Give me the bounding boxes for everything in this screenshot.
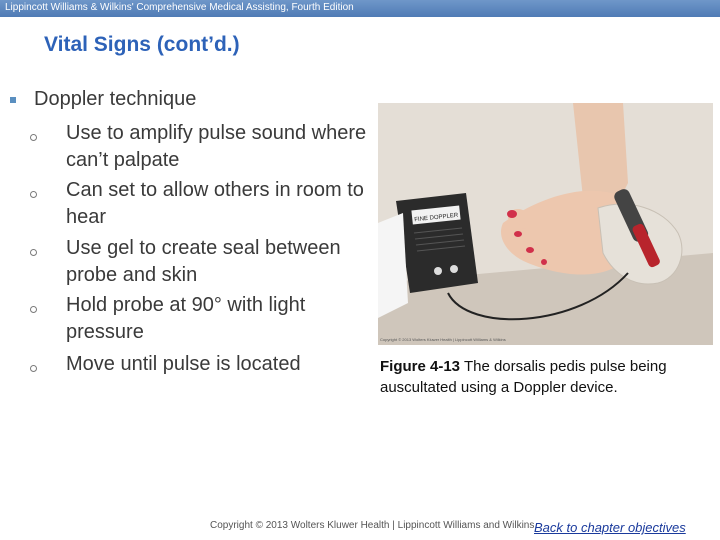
circle-bullet-icon [30,134,37,141]
sub-bullet [30,351,380,378]
footer-copyright: Copyright © 2013 Wolters Kluwer Health | Lippincott Williams and Wilkins [210,520,535,531]
sub-bullet-text: Use gel to create seal between probe and skin [66,237,341,286]
toenail-polish [507,210,517,218]
slide-title: Vital Signs (cont’d.) [44,33,240,56]
sub-bullet-text: Move until pulse is located [66,353,301,375]
main-bullet-text: Doppler technique [34,88,197,110]
sub-bullet [30,177,380,231]
circle-bullet-icon [30,191,37,198]
circle-bullet-icon [30,306,37,313]
circle-bullet-icon [30,365,37,372]
back-to-objectives-link[interactable]: Back to chapter objectives [534,520,686,535]
device-label: FINE DOPPLER [414,212,459,224]
square-bullet-icon [10,97,16,103]
sub-bullet-text: Can set to allow others in room to hear [66,179,364,228]
doppler-photo [378,103,713,345]
doppler-photo-illustration [378,103,713,345]
sub-bullet [30,292,380,346]
sub-bullet-text: Use to amplify pulse sound where can’t palpate [66,122,367,171]
sub-bullet [30,235,380,289]
figure-caption [380,356,710,398]
figure-caption-text: The dorsalis pedis pulse being auscultated using a Doppler device. [380,358,667,396]
sub-bullet-text: Hold probe at 90° with light pressure [66,294,306,343]
sub-bullet [30,120,380,174]
circle-bullet-icon [30,249,37,256]
book-title: Lippincott Williams & Wilkins' Comprehensive Medical Assisting, Fourth Edition [5,2,354,13]
photo-copyright: Copyright © 2013 Wolters Kluwer Health | Lippincott Williams & Wilkins [380,337,506,342]
header-bar [0,0,720,17]
figure-label: Figure 4-13 [380,358,461,375]
